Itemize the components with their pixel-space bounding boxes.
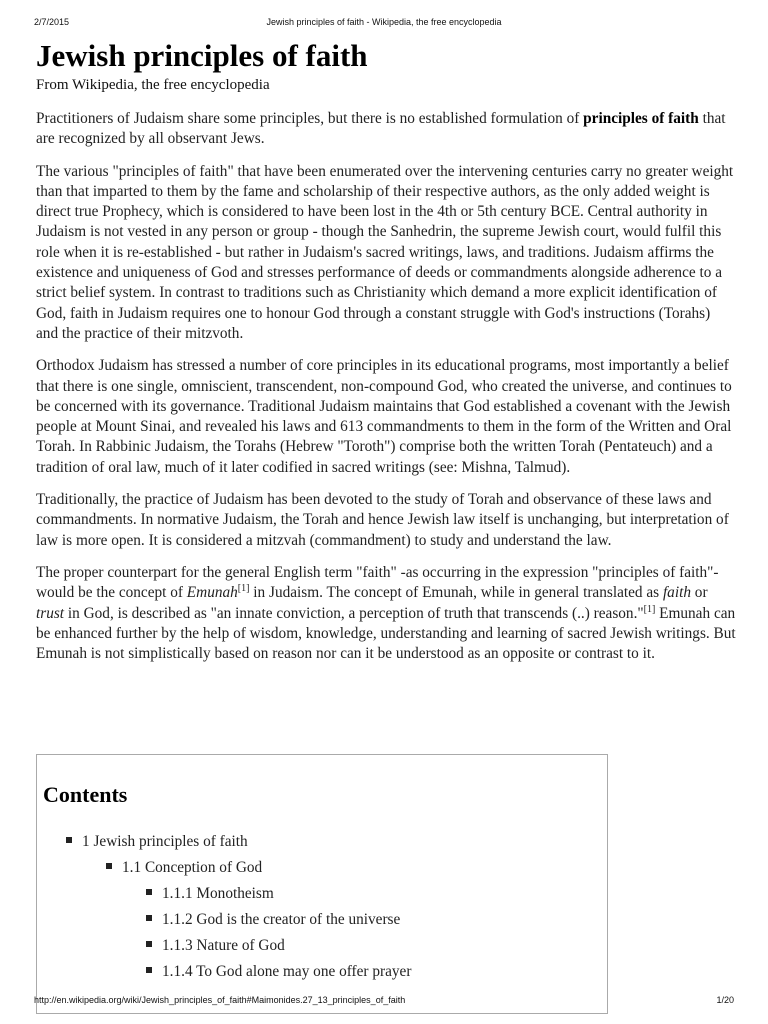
toc-item-label[interactable]: 1.1.2 God is the creator of the universe	[162, 911, 401, 928]
faith-term: faith	[662, 584, 691, 602]
toc-title: Contents	[43, 782, 128, 807]
paragraph-orthodox: Orthodox Judaism has stressed a number of core principles in its educational programs, most importantly a belief that there is one single, omniscient, transcendent, non-compound God, who created the universe, and continues to be concerned with its governance. Traditional Judaism maintains that God established a covenant with the Jewish people at Mount Sinai, and revealed his laws and 613 commandments to them in the form of the Written and Oral Torah. In Rabbinic Judaism, the Torahs (Hebrew "Toroth") comprise both the written Torah (Pentateuch) and a tradition of oral law, much of it later codified in sacred writings (see: Mishna, Talmud).	[36, 357, 732, 476]
paragraph-tradition: Traditionally, the practice of Judaism has been devoted to the study of Torah and observance of these laws and commandments. In normative Judaism, the Torah and hence Jewish law itself is unchanging, but interpretation of law is more open. It is considered a mitzvah (commandment) to study and understand the law.	[36, 491, 729, 549]
toc-item[interactable]	[146, 963, 411, 981]
toc-item-label[interactable]: 1.1.1 Monotheism	[162, 885, 274, 902]
print-footer	[0, 995, 768, 1007]
paragraph-emunah	[36, 563, 736, 664]
toc-item[interactable]	[146, 885, 274, 903]
bullet-icon	[106, 863, 112, 869]
intro-paragraph	[36, 109, 736, 150]
bullet-icon	[146, 915, 152, 921]
bullet-icon	[146, 967, 152, 973]
paragraph-principles: The various "principles of faith" that have been enumerated over the intervening centuries carry no greater weight than that imparted to them by the fame and scholarship of their respective authors, as the only added weight is direct true Prophecy, which is considered to have been lost in the 4th or 5th century BCE. Central authority in Judaism is not vested in any person or group - though the Sanhedrin, the supreme Jewish court, would fulfil this role when it is re-established - but rather in Judaism's sacred writings, laws, and traditions. Judaism affirms the existence and uniqueness of God and stresses performance of deeds or commandments alongside adherence to a strict belief system. In contrast to traditions such as Christianity which demand a more explicit identification of God, faith in Judaism requires one to honour God through a constant struggle with God's instructions (Torahs) and the practice of their mitzvoth.	[36, 162, 734, 342]
article-content	[36, 38, 736, 664]
emunah-term: Emunah	[186, 584, 238, 602]
print-date: 2/7/2015	[34, 17, 70, 27]
article-title: Jewish principles of faith	[36, 38, 368, 73]
toc-item-label[interactable]: 1.1 Conception of God	[122, 859, 263, 876]
trust-term: trust	[36, 604, 65, 622]
emunah-text-a: The proper counterpart for the general English term "faith" -as occurring in the expression "principles of faith"- would be the concept of	[36, 563, 719, 602]
toc-item[interactable]	[146, 911, 400, 929]
principles-of-faith-bold: principles of faith	[583, 110, 699, 127]
page-number: 1/20	[716, 995, 734, 1005]
intro-text-b: that are recognized by all observant Jews.	[36, 110, 726, 148]
toc-item[interactable]	[66, 833, 248, 851]
emunah-text-b: in Judaism. The concept of Emunah, while in general translated as	[249, 584, 663, 602]
reference-link-2[interactable]: [1]	[643, 603, 656, 615]
reference-link-1[interactable]: [1]	[237, 583, 250, 595]
toc-item[interactable]	[106, 859, 262, 877]
toc-item-label[interactable]: 1.1.4 To God alone may one offer prayer	[162, 963, 412, 980]
print-page-title: Jewish principles of faith - Wikipedia, the free encyclopedia	[266, 17, 502, 27]
intro-text-a: Practitioners of Judaism share some principles, but there is no established formulation of	[36, 110, 584, 127]
bullet-icon	[146, 941, 152, 947]
print-header	[0, 17, 768, 29]
table-of-contents	[36, 754, 608, 1014]
bullet-icon	[146, 889, 152, 895]
emunah-text-d: Emunah can be enhanced further by the help of wisdom, knowledge, understanding and learning of sacred Jewish writings. But Emunah is not simplistically based on reason nor can it be understood as an opposite or contrast to it.	[36, 604, 736, 663]
emunah-text-c: in God, is described as "an innate conviction, a perception of truth that transcends (..) reason."	[64, 604, 644, 622]
toc-item-label[interactable]: 1.1.3 Nature of God	[162, 937, 285, 954]
print-url[interactable]: http://en.wikipedia.org/wiki/Jewish_principles_of_faith#Maimonides.27_13_principles_of_faith	[34, 995, 406, 1005]
bullet-icon	[66, 837, 72, 843]
toc-item-label[interactable]: 1 Jewish principles of faith	[82, 833, 248, 850]
emunah-text-or: or	[690, 584, 708, 602]
toc-item[interactable]	[146, 937, 285, 955]
article-subtitle: From Wikipedia, the free encyclopedia	[36, 77, 270, 93]
